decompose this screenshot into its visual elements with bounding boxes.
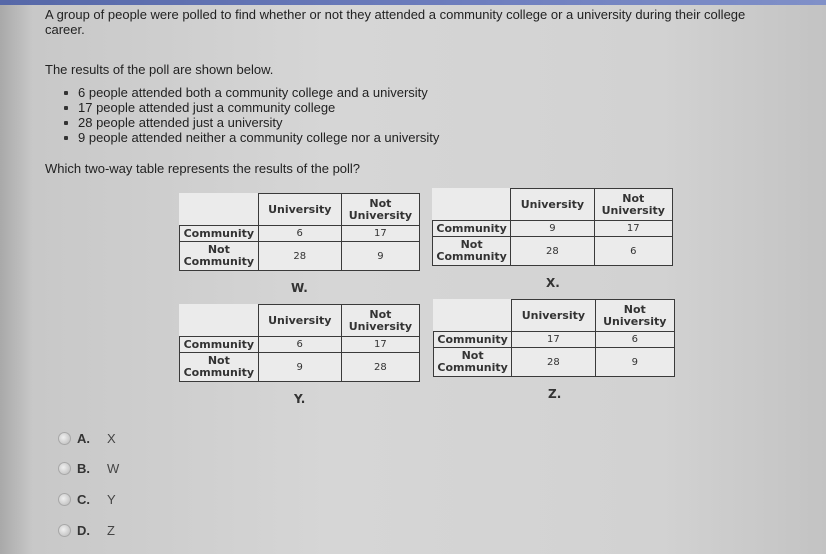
list-item: 9 people attended neither a community college nor a university xyxy=(62,130,439,145)
option-value: Z xyxy=(107,522,115,538)
table-cell: 17 xyxy=(341,226,419,242)
option-value: X xyxy=(107,430,116,446)
radio-button[interactable] xyxy=(58,493,71,506)
table-corner xyxy=(180,305,259,337)
row-header-not-community: Not Community xyxy=(180,242,259,271)
table-w xyxy=(179,193,420,271)
option-c[interactable] xyxy=(58,491,116,507)
table-cell: 28 xyxy=(341,353,419,382)
row-header-not-community: Not Community xyxy=(433,237,511,266)
list-item: 28 people attended just a university xyxy=(62,115,439,130)
option-letter: C. xyxy=(77,491,90,507)
table-cell: 9 xyxy=(595,348,674,377)
option-value: Y xyxy=(107,491,116,507)
row-header-community: Community xyxy=(180,337,259,353)
table-cell: 17 xyxy=(512,332,595,348)
table-label-w: W. xyxy=(291,281,308,295)
option-value: W xyxy=(107,460,120,476)
row-header-community: Community xyxy=(180,226,259,242)
question-prompt: Which two-way table represents the results of the poll? xyxy=(45,161,361,176)
option-letter: A. xyxy=(77,430,90,446)
top-bar xyxy=(0,0,826,5)
col-header-not-university: Not University xyxy=(594,189,672,221)
table-cell: 17 xyxy=(594,221,672,237)
radio-button[interactable] xyxy=(58,462,71,475)
option-letter: B. xyxy=(77,460,90,476)
table-label-z: Z. xyxy=(548,387,562,401)
col-header-not-university: Not University xyxy=(341,305,419,337)
results-heading: The results of the poll are shown below. xyxy=(45,62,274,77)
table-corner xyxy=(433,189,511,221)
option-d[interactable] xyxy=(58,522,115,538)
row-header-community: Community xyxy=(433,221,511,237)
radio-button[interactable] xyxy=(58,432,71,445)
table-cell: 6 xyxy=(258,226,341,242)
list-item: 17 people attended just a community college xyxy=(62,100,439,115)
table-z xyxy=(433,299,675,377)
table-corner xyxy=(180,194,259,226)
table-cell: 9 xyxy=(511,221,594,237)
row-header-not-community: Not Community xyxy=(434,348,512,377)
row-header-not-community: Not Community xyxy=(180,353,259,382)
row-header-community: Community xyxy=(434,332,512,348)
col-header-not-university: Not University xyxy=(341,194,419,226)
table-cell: 9 xyxy=(341,242,419,271)
table-x xyxy=(432,188,673,266)
col-header-university: University xyxy=(258,305,341,337)
table-label-x: X. xyxy=(546,276,560,290)
table-cell: 6 xyxy=(595,332,674,348)
option-a[interactable] xyxy=(58,430,116,446)
col-header-university: University xyxy=(258,194,341,226)
col-header-university: University xyxy=(511,189,594,221)
option-b[interactable] xyxy=(58,460,119,476)
question-intro: A group of people were polled to find whether or not they attended a community college or a university during their college career. xyxy=(45,7,746,37)
table-cell: 28 xyxy=(258,242,341,271)
table-cell: 9 xyxy=(258,353,341,382)
results-list xyxy=(62,85,439,145)
radio-button[interactable] xyxy=(58,524,71,537)
table-cell: 6 xyxy=(594,237,672,266)
table-corner xyxy=(434,300,512,332)
col-header-university: University xyxy=(512,300,595,332)
table-cell: 28 xyxy=(512,348,595,377)
table-cell: 17 xyxy=(341,337,419,353)
table-cell: 28 xyxy=(511,237,594,266)
table-y xyxy=(179,304,420,382)
table-cell: 6 xyxy=(258,337,341,353)
col-header-not-university: Not University xyxy=(595,300,674,332)
list-item: 6 people attended both a community college and a university xyxy=(62,85,439,100)
table-label-y: Y. xyxy=(294,392,306,406)
option-letter: D. xyxy=(77,522,90,538)
